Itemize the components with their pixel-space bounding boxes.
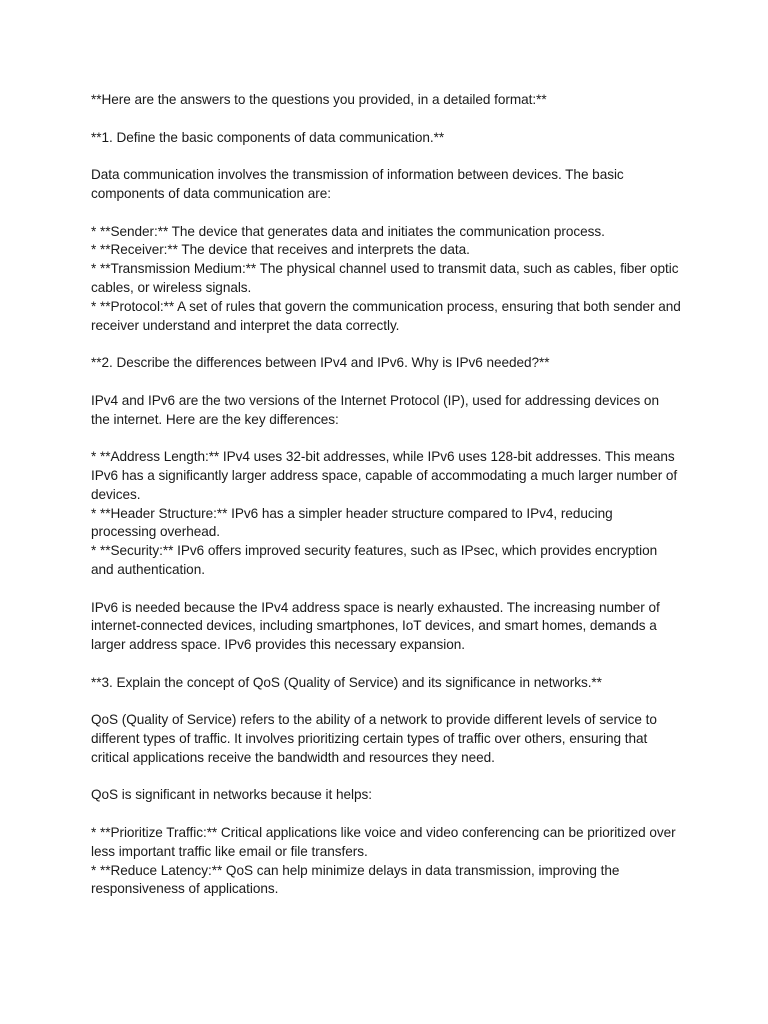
- list-item: * **Protocol:** A set of rules that govern the communication process, ensuring that both sender and receiver understand and interpret the data correctly.: [91, 298, 681, 333]
- list-item: * **Address Length:** IPv4 uses 32-bit addresses, while IPv6 uses 128-bit addresses. This means IPv6 has a significantly larger address space, capable of accommodating a much larger number of devices.: [91, 449, 678, 502]
- list-item: * **Prioritize Traffic:** Critical applications like voice and video conferencing can be prioritized over less important traffic like email or file transfers.: [91, 825, 676, 859]
- list-item: * **Header Structure:** IPv6 has a simpler header structure compared to IPv4, reducing processing overhead.: [91, 505, 613, 540]
- q3-list: [91, 824, 681, 899]
- list-item: * **Security:** IPv6 offers improved security features, such as IPsec, which provides encryption and authentication.: [91, 543, 658, 577]
- list-item: * **Sender:** The device that generates data and initiates the communication process.: [91, 223, 605, 239]
- q2-list: [91, 448, 681, 580]
- intro-line: **Here are the answers to the questions you provided, in a detailed format:**: [91, 92, 547, 107]
- q2-heading: **2. Describe the differences between IPv4 and IPv6. Why is IPv6 needed?**: [91, 355, 550, 371]
- list-item: * **Receiver:** The device that receives and interprets the data.: [91, 242, 470, 258]
- q3-paragraph: QoS (Quality of Service) refers to the ability of a network to provide different levels of service to different types of traffic. It involves prioritizing certain types of traffic over others, ensuring that critical applications receive the bandwidth and resources they need.: [91, 712, 657, 765]
- list-item: * **Reduce Latency:** QoS can help minimize delays in data transmission, improving the responsiveness of applications.: [91, 862, 620, 897]
- document-body: [91, 91, 681, 918]
- q1-heading: **1. Define the basic components of data communication.**: [91, 129, 445, 145]
- q1-paragraph: Data communication involves the transmission of information between devices. The basic components of data communication are:: [91, 167, 624, 201]
- q2-closing: IPv6 is needed because the IPv4 address space is nearly exhausted. The increasing number of internet-connected devices, including smartphones, IoT devices, and smart homes, demands a larger address space. IPv6 provides this necessary expansion.: [91, 599, 660, 653]
- q1-list: [91, 223, 681, 336]
- q2-paragraph: IPv4 and IPv6 are the two versions of the Internet Protocol (IP), used for addressing devices on the internet. Here are the key differences:: [91, 392, 659, 427]
- list-item: * **Transmission Medium:** The physical channel used to transmit data, such as cables, fiber optic cables, or wireless signals.: [91, 261, 679, 295]
- q3-significance-intro: QoS is significant in networks because it helps:: [91, 787, 372, 803]
- q3-heading: **3. Explain the concept of QoS (Quality of Service) and its significance in networks.**: [91, 674, 602, 690]
